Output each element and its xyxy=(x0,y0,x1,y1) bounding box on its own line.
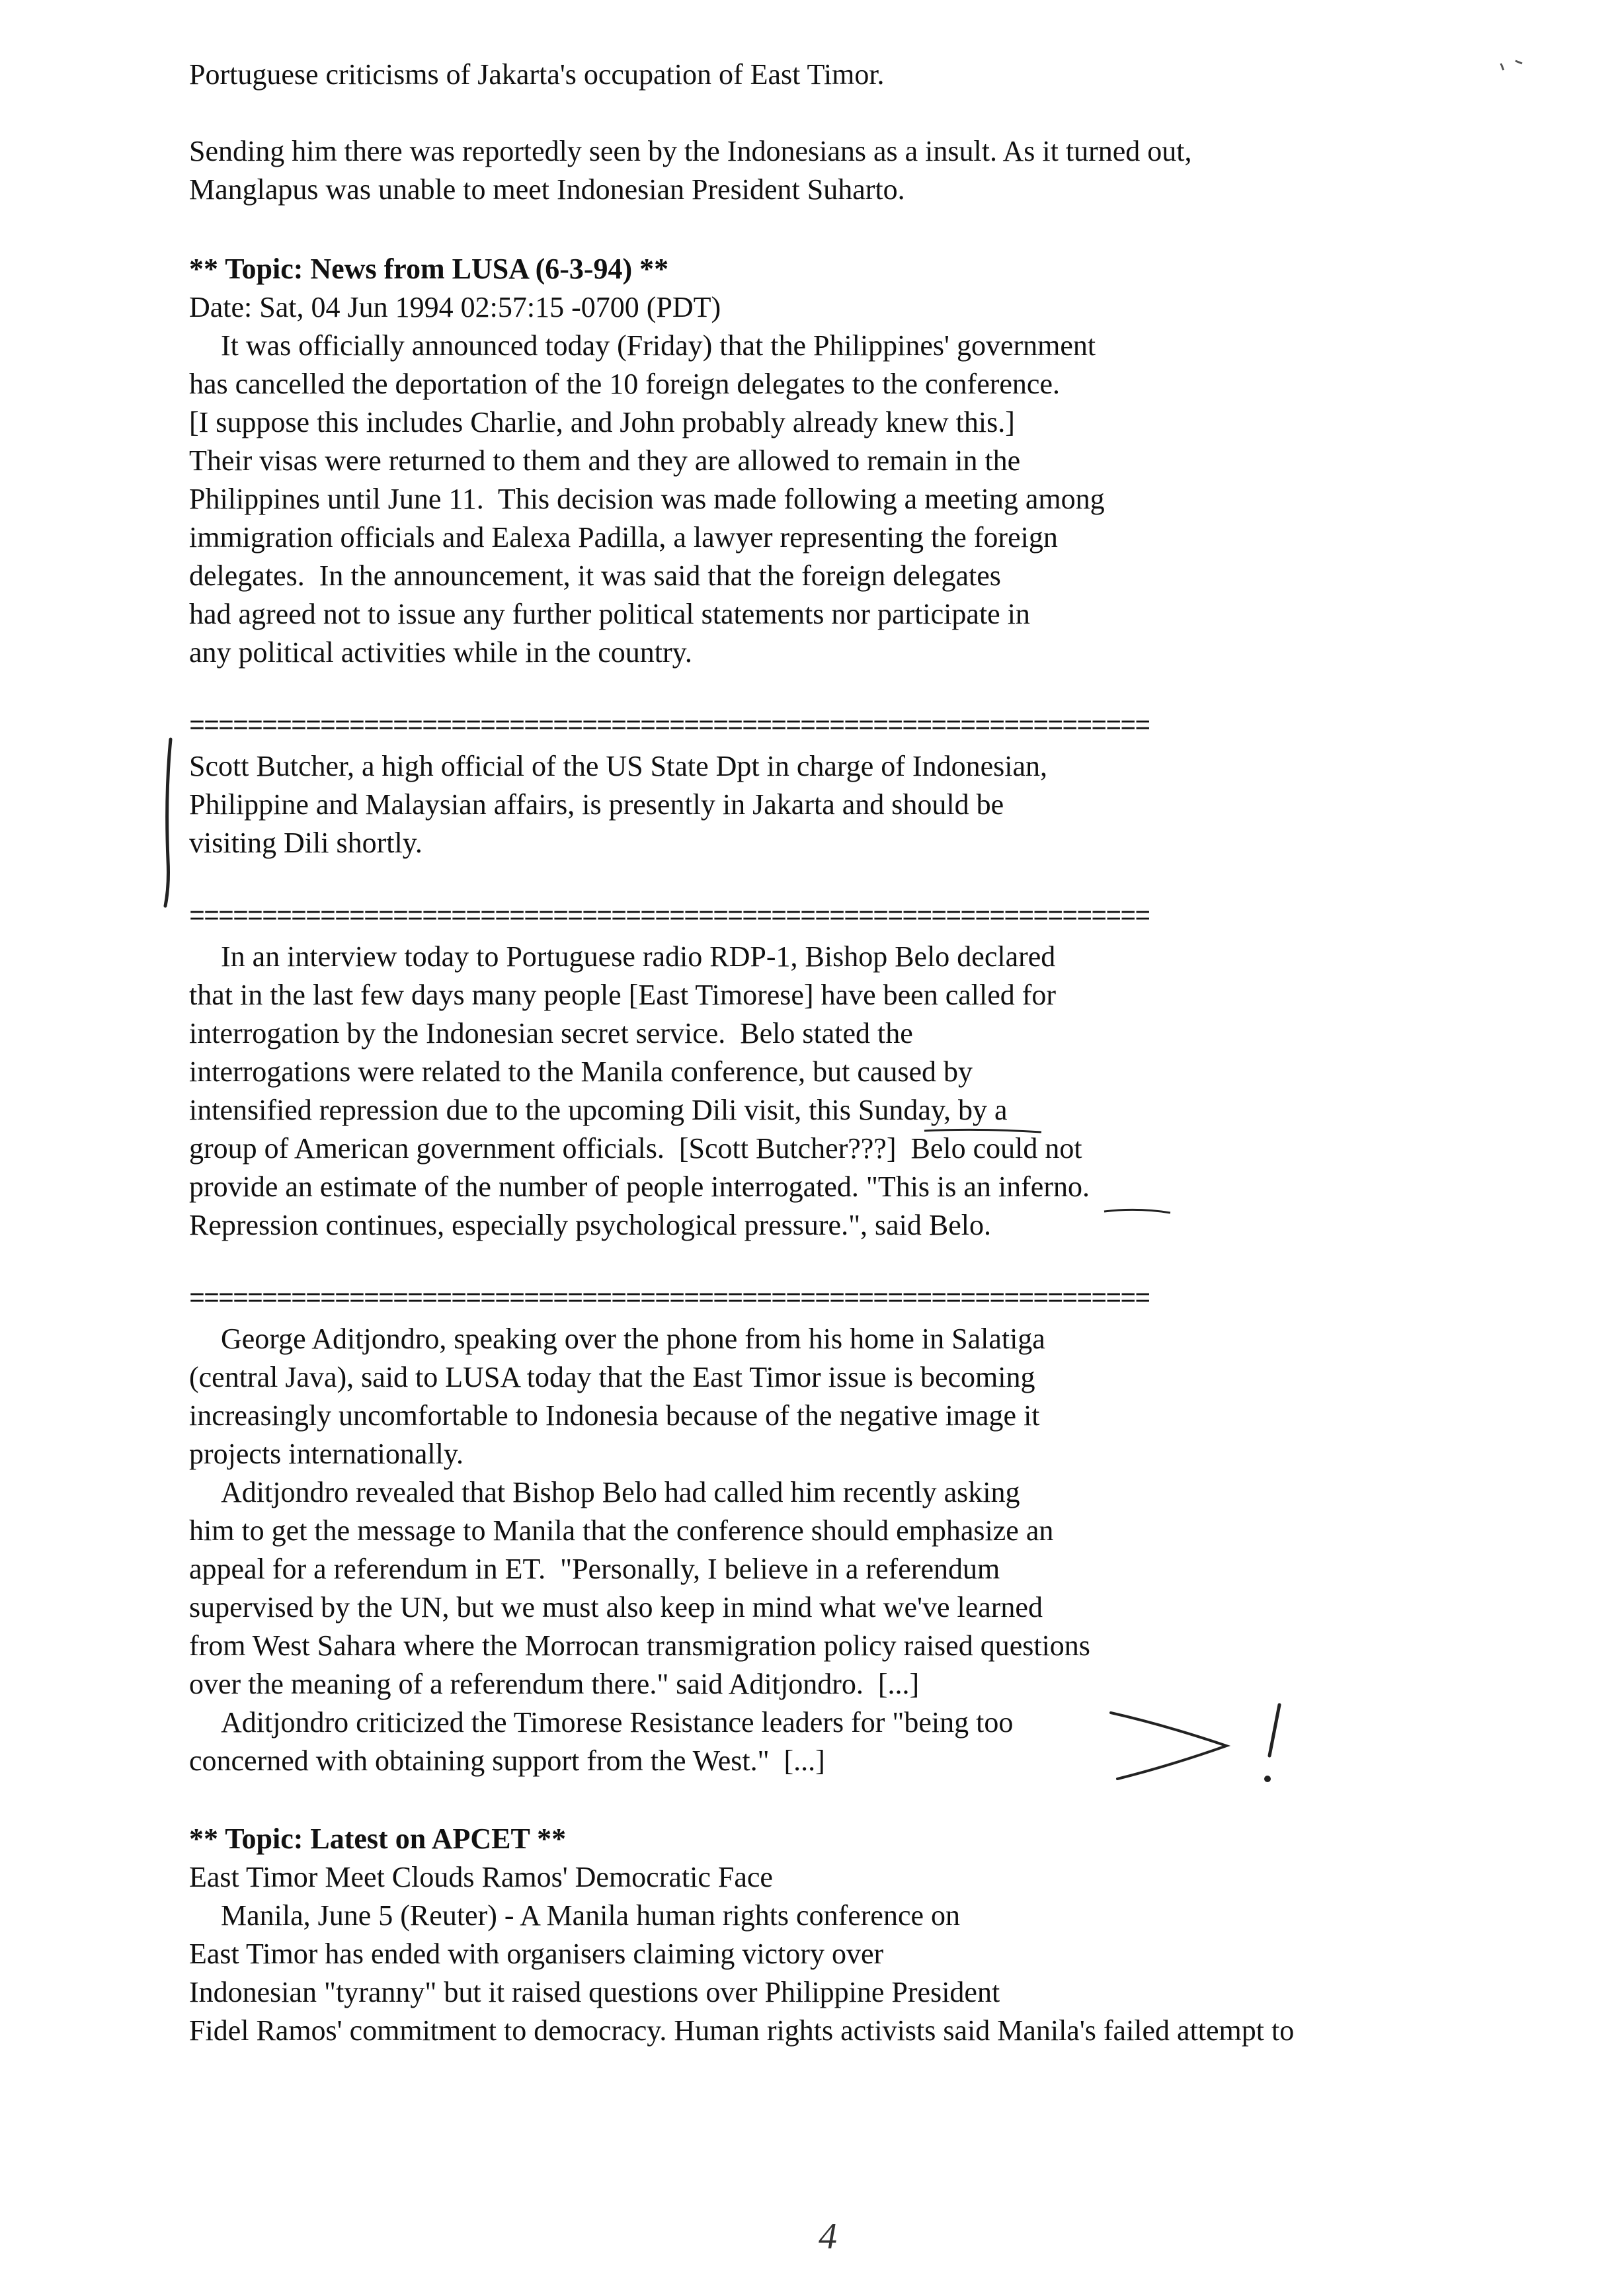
text-line: any political activities while in the country. xyxy=(189,636,692,669)
arrow-mark xyxy=(1111,1713,1226,1779)
text-line: interrogation by the Indonesian secret service. Belo stated the xyxy=(189,1017,913,1049)
text-line: Repression continues, especially psychological pressure.", said Belo. xyxy=(189,1209,992,1241)
text-line: has cancelled the deportation of the 10 foreign delegates to the conference. xyxy=(189,368,1060,400)
page-number: 4 xyxy=(819,2216,837,2257)
text-line: Portuguese criticisms of Jakarta's occupation of East Timor. xyxy=(189,58,885,91)
underline-mark xyxy=(1104,1210,1170,1213)
text-line: visiting Dili shortly. xyxy=(189,827,422,859)
underline-mark xyxy=(924,1129,1041,1132)
separator-rule: ================================================================== xyxy=(189,905,1150,931)
text-line: Sending him there was reportedly seen by the Indonesians as a insult. As it turned out, xyxy=(189,135,1192,167)
text-line: supervised by the UN, but we must also keep in mind what we've learned xyxy=(189,1591,1043,1623)
text-line: him to get the message to Manila that the conference should emphasize an xyxy=(189,1514,1054,1547)
text-line: It was officially announced today (Friday) that the Philippines' government xyxy=(221,329,1096,362)
text-line: group of American government officials. [Scott Butcher???] Belo could not xyxy=(189,1132,1082,1165)
text-line: In an interview today to Portuguese radio RDP-1, Bishop Belo declared xyxy=(221,940,1056,973)
text-line: intensified repression due to the upcoming Dili visit, this Sunday, by a xyxy=(189,1094,1008,1126)
text-line: Manila, June 5 (Reuter) - A Manila human rights conference on xyxy=(221,1899,961,1932)
corner-mark xyxy=(1501,61,1522,70)
text-line: Manglapus was unable to meet Indonesian President Suharto. xyxy=(189,173,905,206)
text-line: had agreed not to issue any further political statements nor participate in xyxy=(189,598,1030,630)
date-line: Date: Sat, 04 Jun 1994 02:57:15 -0700 (PDT) xyxy=(189,291,721,323)
text-line: appeal for a referendum in ET. "Personally, I believe in a referendum xyxy=(189,1553,1000,1585)
text-line: immigration officials and Ealexa Padilla, a lawyer representing the foreign xyxy=(189,521,1058,554)
text-line: over the meaning of a referendum there." said Aditjondro. [...] xyxy=(189,1668,920,1700)
section-heading: ** Topic: Latest on APCET ** xyxy=(189,1823,567,1855)
text-line: increasingly uncomfortable to Indonesia because of the negative image it xyxy=(189,1399,1040,1432)
text-line: projects internationally. xyxy=(189,1438,464,1470)
text-line: Aditjondro criticized the Timorese Resistance leaders for "being too xyxy=(221,1706,1014,1739)
text-line: Fidel Ramos' commitment to democracy. Human rights activists said Manila's failed attempt to xyxy=(189,2014,1295,2047)
text-line: that in the last few days many people [East Timorese] have been called for xyxy=(189,979,1057,1011)
separator-rule: ================================================================== xyxy=(189,714,1150,741)
text-line: Philippine and Malaysian affairs, is presently in Jakarta and should be xyxy=(189,788,1004,821)
text-line: provide an estimate of the number of people interrogated. "This is an inferno. xyxy=(189,1170,1090,1203)
margin-bracket-mark xyxy=(165,739,171,906)
text-line: [I suppose this includes Charlie, and John probably already knew this.] xyxy=(189,406,1015,438)
section-heading: ** Topic: News from LUSA (6-3-94) ** xyxy=(189,253,669,285)
text-line: East Timor has ended with organisers claiming victory over xyxy=(189,1938,884,1970)
exclamation-dot xyxy=(1264,1776,1271,1782)
text-line: delegates. In the announcement, it was said that the foreign delegates xyxy=(189,559,1001,592)
text-line: Aditjondro revealed that Bishop Belo had called him recently asking xyxy=(221,1476,1020,1508)
text-line: (central Java), said to LUSA today that the East Timor issue is becoming xyxy=(189,1361,1035,1393)
text-line: Scott Butcher, a high official of the US State Dpt in charge of Indonesian, xyxy=(189,750,1047,782)
exclamation-mark xyxy=(1269,1705,1279,1756)
text-line: concerned with obtaining support from the West." [...] xyxy=(189,1744,825,1777)
text-line: interrogations were related to the Manila conference, but caused by xyxy=(189,1055,973,1088)
text-line: Philippines until June 11. This decision was made following a meeting among xyxy=(189,483,1105,515)
text-line: Indonesian "tyranny" but it raised questions over Philippine President xyxy=(189,1976,1000,2008)
text-line: George Aditjondro, speaking over the phone from his home in Salatiga xyxy=(221,1323,1045,1355)
separator-rule: ================================================================== xyxy=(189,1287,1150,1313)
text-line: from West Sahara where the Morrocan transmigration policy raised questions xyxy=(189,1629,1090,1662)
article-headline: East Timor Meet Clouds Ramos' Democratic Face xyxy=(189,1861,773,1893)
text-line: Their visas were returned to them and they are allowed to remain in the xyxy=(189,444,1021,477)
